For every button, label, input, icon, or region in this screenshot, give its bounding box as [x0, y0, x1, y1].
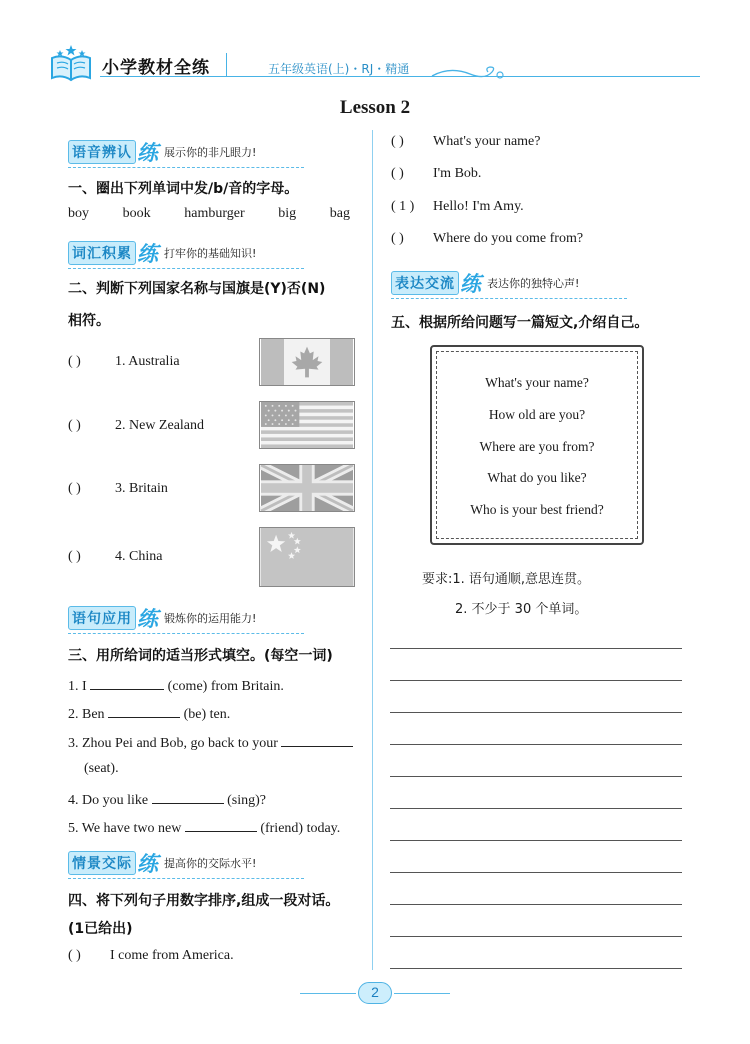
- writing-line[interactable]: [390, 744, 682, 745]
- fill-item-cont: (seat).: [84, 761, 119, 776]
- answer-paren[interactable]: ( ): [68, 481, 81, 496]
- fill-item-post: (be) ten.: [183, 707, 231, 722]
- section-lian-char: 练: [460, 272, 481, 296]
- prompt-question: Where are you from?: [479, 439, 595, 454]
- dialogue-line: Where do you come from?: [433, 231, 584, 246]
- fill-item-pre: 5. We have two new: [68, 821, 182, 836]
- section-tag: 语音辨认: [68, 140, 136, 164]
- prompt-question: Who is your best friend?: [470, 502, 604, 517]
- section-banner-vocabulary: [68, 240, 308, 266]
- section-slogan: 表达你的独特心声!: [487, 277, 580, 290]
- requirement-2: 2. 不少于 30 个单词。: [455, 602, 588, 617]
- question-4-title-cont: (1已给出): [68, 921, 133, 937]
- answer-blank[interactable]: [152, 790, 224, 804]
- banner-underline: [68, 878, 304, 879]
- answer-paren[interactable]: ( ): [68, 354, 81, 369]
- flag-item-label: 2. New Zealand: [115, 418, 205, 433]
- page-number: 2: [358, 982, 392, 1004]
- writing-line[interactable]: [390, 712, 682, 713]
- footer-rule-right: [394, 993, 450, 994]
- writing-line[interactable]: [390, 648, 682, 649]
- section-tag: 表达交流: [391, 271, 459, 295]
- fill-item-post: (come) from Britain.: [167, 679, 284, 694]
- section-slogan: 锻炼你的运用能力!: [164, 612, 257, 625]
- book-logo-icon: [48, 44, 94, 84]
- book-subtitle: 五年级英语(上)・RJ・精通: [268, 62, 410, 76]
- prompt-question: What's your name?: [485, 375, 589, 390]
- fill-item-pre: 4. Do you like: [68, 793, 149, 808]
- fill-item-pre: 2. Ben: [68, 707, 105, 722]
- section-slogan: 打牢你的基础知识!: [164, 247, 257, 260]
- section-banner-phonics: [68, 139, 308, 165]
- question-3-title: 三、用所给词的适当形式填空。(每空一词): [68, 648, 333, 664]
- series-title: 小学教材全练: [102, 58, 210, 78]
- header-divider: [226, 53, 227, 77]
- question-1-title: 一、圈出下列单词中发/b/音的字母。: [68, 181, 299, 197]
- answer-blank[interactable]: [108, 704, 180, 718]
- fill-item: [68, 790, 266, 809]
- word-item: book: [122, 206, 151, 221]
- word-item: hamburger: [184, 206, 245, 221]
- writing-line[interactable]: [390, 904, 682, 905]
- flag-item-label: 3. Britain: [115, 481, 168, 496]
- section-slogan: 提高你的交际水平!: [164, 857, 257, 870]
- order-paren[interactable]: ( ): [391, 231, 404, 246]
- writing-line[interactable]: [390, 808, 682, 809]
- question-2-title-cont: 相符。: [68, 313, 110, 329]
- fill-item: [68, 704, 230, 723]
- writing-line[interactable]: [390, 872, 682, 873]
- writing-line[interactable]: [390, 968, 682, 969]
- answer-blank[interactable]: [185, 818, 257, 832]
- banner-underline: [391, 298, 627, 299]
- banner-underline: [68, 633, 304, 634]
- dialogue-line: I come from America.: [110, 948, 234, 963]
- china-flag-icon: [259, 527, 355, 587]
- writing-line[interactable]: [390, 840, 682, 841]
- section-banner-expression: [391, 270, 631, 296]
- section-banner-sentences: [68, 605, 308, 631]
- canada-flag-icon: [259, 338, 355, 386]
- fill-item-pre: 1. I: [68, 679, 87, 694]
- uk-flag-icon: [259, 464, 355, 512]
- dialogue-line: What's your name?: [433, 134, 541, 149]
- order-paren[interactable]: ( 1 ): [391, 199, 415, 214]
- flag-item-label: 1. Australia: [115, 354, 180, 369]
- answer-paren[interactable]: ( ): [68, 549, 81, 564]
- dialogue-line: Hello! I'm Amy.: [433, 199, 524, 214]
- lesson-title: Lesson 2: [339, 97, 411, 118]
- section-lian-char: 练: [137, 852, 158, 876]
- usa-flag-icon: [259, 401, 355, 449]
- fill-item: [68, 733, 353, 752]
- writing-line[interactable]: [390, 680, 682, 681]
- section-lian-char: 练: [137, 607, 158, 631]
- section-tag: 语句应用: [68, 606, 136, 630]
- word-list: [68, 206, 350, 222]
- writing-line[interactable]: [390, 776, 682, 777]
- prompt-question: How old are you?: [488, 407, 586, 422]
- order-paren[interactable]: ( ): [391, 166, 404, 181]
- banner-underline: [68, 268, 304, 269]
- prompt-question: What do you like?: [487, 470, 587, 485]
- section-slogan: 展示你的非凡眼力!: [164, 146, 257, 159]
- dialogue-line: I'm Bob.: [433, 166, 482, 181]
- flag-item-label: 4. China: [115, 549, 163, 564]
- footer-rule-left: [300, 993, 356, 994]
- section-tag: 词汇积累: [68, 241, 136, 265]
- banner-underline: [68, 167, 304, 168]
- fill-item: [68, 818, 340, 837]
- order-paren[interactable]: ( ): [68, 948, 81, 963]
- column-divider: [372, 130, 373, 970]
- word-item: big: [278, 206, 297, 221]
- fill-item: [68, 676, 284, 695]
- section-banner-dialogue: [68, 850, 308, 876]
- requirement-1: 要求:1. 语句通顺,意思连贯。: [422, 572, 591, 587]
- fill-item-post: (sing)?: [227, 793, 266, 808]
- writing-line[interactable]: [390, 936, 682, 937]
- question-4-title: 四、将下列句子用数字排序,组成一段对话。: [68, 893, 340, 909]
- question-5-title: 五、根据所给问题写一篇短文,介绍自己。: [391, 315, 649, 331]
- header-rule: [100, 76, 700, 77]
- answer-paren[interactable]: ( ): [68, 418, 81, 433]
- swirl-ornament-icon: [430, 62, 520, 82]
- answer-blank[interactable]: [281, 733, 353, 747]
- word-item: bag: [329, 206, 350, 221]
- section-lian-char: 练: [137, 141, 158, 165]
- section-lian-char: 练: [137, 242, 158, 266]
- section-tag: 情景交际: [68, 851, 136, 875]
- word-item: boy: [68, 206, 89, 221]
- fill-item-post: (friend) today.: [260, 821, 341, 836]
- answer-blank[interactable]: [90, 676, 164, 690]
- fill-item-pre: 3. Zhou Pei and Bob, go back to your: [68, 736, 278, 751]
- order-paren[interactable]: ( ): [391, 134, 404, 149]
- question-2-title: 二、判断下列国家名称与国旗是(Y)否(N): [68, 281, 326, 297]
